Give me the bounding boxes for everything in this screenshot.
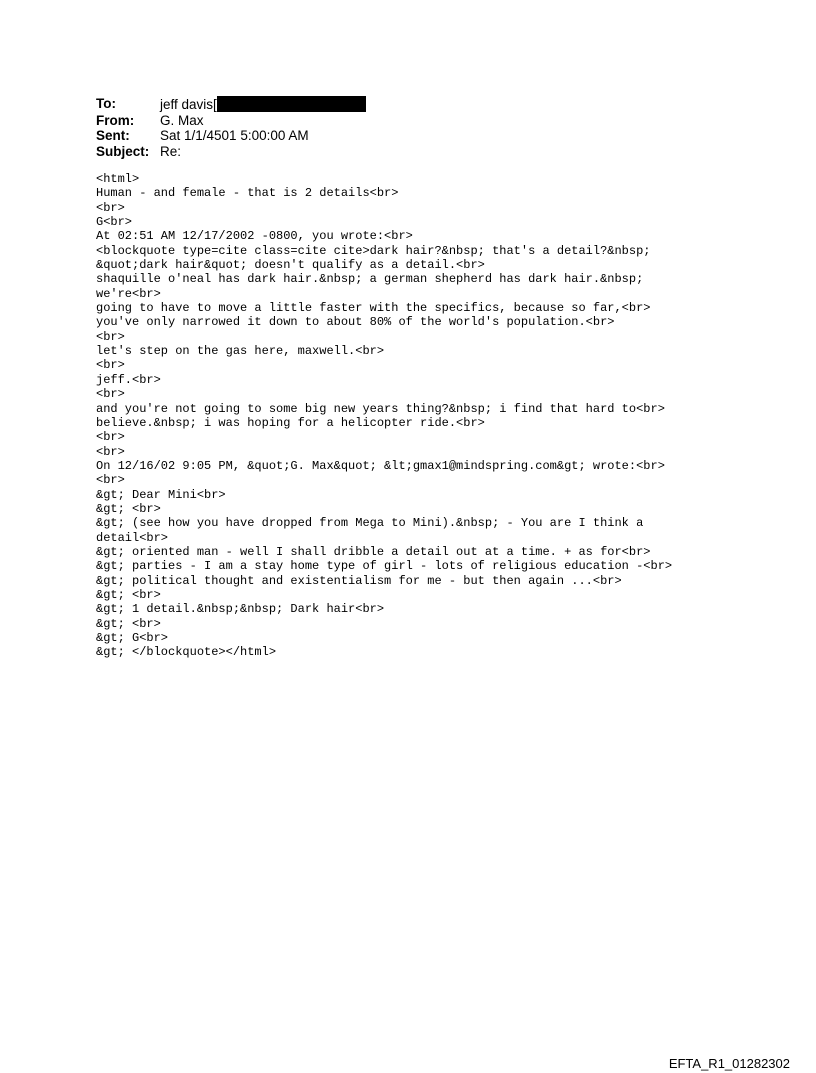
body-line: <br> — [96, 358, 125, 373]
body-line: Human - and female - that is 2 details<br> — [96, 186, 399, 201]
sent-value: Sat 1/1/4501 5:00:00 AM — [160, 128, 309, 143]
body-line: we're<br> — [96, 286, 161, 301]
body-line: <html> — [96, 172, 140, 186]
body-line: &gt; Dear Mini<br> — [96, 487, 226, 502]
email-body — [96, 172, 672, 660]
body-line: &gt; 1 detail.&nbsp;&nbsp; Dark hair<br> — [96, 602, 385, 617]
body-line: jeff.<br> — [96, 372, 161, 387]
body-line: &gt; oriented man - well I shall dribble a detail out at a time. + as for<br> — [96, 544, 651, 559]
from-label: From: — [96, 112, 135, 128]
sent-row — [96, 128, 366, 144]
sent-label: Sent: — [96, 128, 130, 143]
redaction-block — [217, 96, 366, 112]
body-line: At 02:51 AM 12/17/2002 -0800, you wrote:<br> — [96, 229, 413, 244]
document-id: EFTA_R1_01282302 — [668, 1056, 790, 1071]
body-line: and you're not going to some big new years thing?&nbsp; i find that hard to<br> — [96, 401, 665, 416]
to-row — [96, 96, 366, 113]
subject-value: Re: — [160, 143, 182, 159]
body-line: &gt; parties - I am a stay home type of girl - lots of religious education -<br> — [96, 559, 673, 574]
from-row — [96, 113, 366, 129]
email-header — [96, 96, 366, 159]
subject-label: Subject: — [96, 143, 150, 159]
to-value — [160, 96, 366, 113]
to-label: To: — [96, 96, 116, 111]
body-line: let's step on the gas here, maxwell.<br> — [96, 344, 385, 359]
body-line: &gt; (see how you have dropped from Mega to Mini).&nbsp; - You are I think a — [96, 516, 644, 531]
body-line: <br> — [96, 200, 125, 215]
body-line: detail<br> — [96, 530, 169, 545]
body-line: <br> — [96, 444, 125, 459]
body-line: &gt; political thought and existentialism for me - but then again ...<br> — [96, 573, 622, 588]
subject-row — [96, 144, 366, 160]
body-line: &gt; <br> — [96, 616, 161, 631]
body-line: you've only narrowed it down to about 80% of the world's population.<br> — [96, 315, 615, 330]
body-line: &gt; </blockquote></html> — [96, 645, 277, 660]
body-line: shaquille o'neal has dark hair.&nbsp; a german shepherd has dark hair.&nbsp; — [96, 272, 644, 287]
body-line: &quot;dark hair&quot; doesn't qualify as a detail.<br> — [96, 258, 485, 273]
body-line: &gt; <br> — [96, 501, 161, 516]
body-line: <br> — [96, 430, 125, 445]
body-line: &gt; <br> — [96, 587, 161, 602]
body-line: G<br> — [96, 215, 133, 230]
body-line: going to have to move a little faster with the specifics, because so far,<br> — [96, 301, 651, 316]
body-line: <br> — [96, 473, 125, 488]
body-line: <blockquote type=cite class=cite cite>dark hair?&nbsp; that's a detail?&nbsp; — [96, 243, 651, 258]
body-line: &gt; G<br> — [96, 631, 169, 645]
body-line: On 12/16/02 9:05 PM, &quot;G. Max&quot; &lt;gmax1@mindspring.com&gt; wrote:<br> — [96, 458, 665, 473]
to-name: jeff davis[ — [160, 97, 217, 112]
body-line: <br> — [96, 387, 125, 402]
body-line: believe.&nbsp; i was hoping for a helicopter ride.<br> — [96, 415, 485, 430]
from-value: G. Max — [160, 112, 204, 128]
body-line: <br> — [96, 329, 125, 344]
